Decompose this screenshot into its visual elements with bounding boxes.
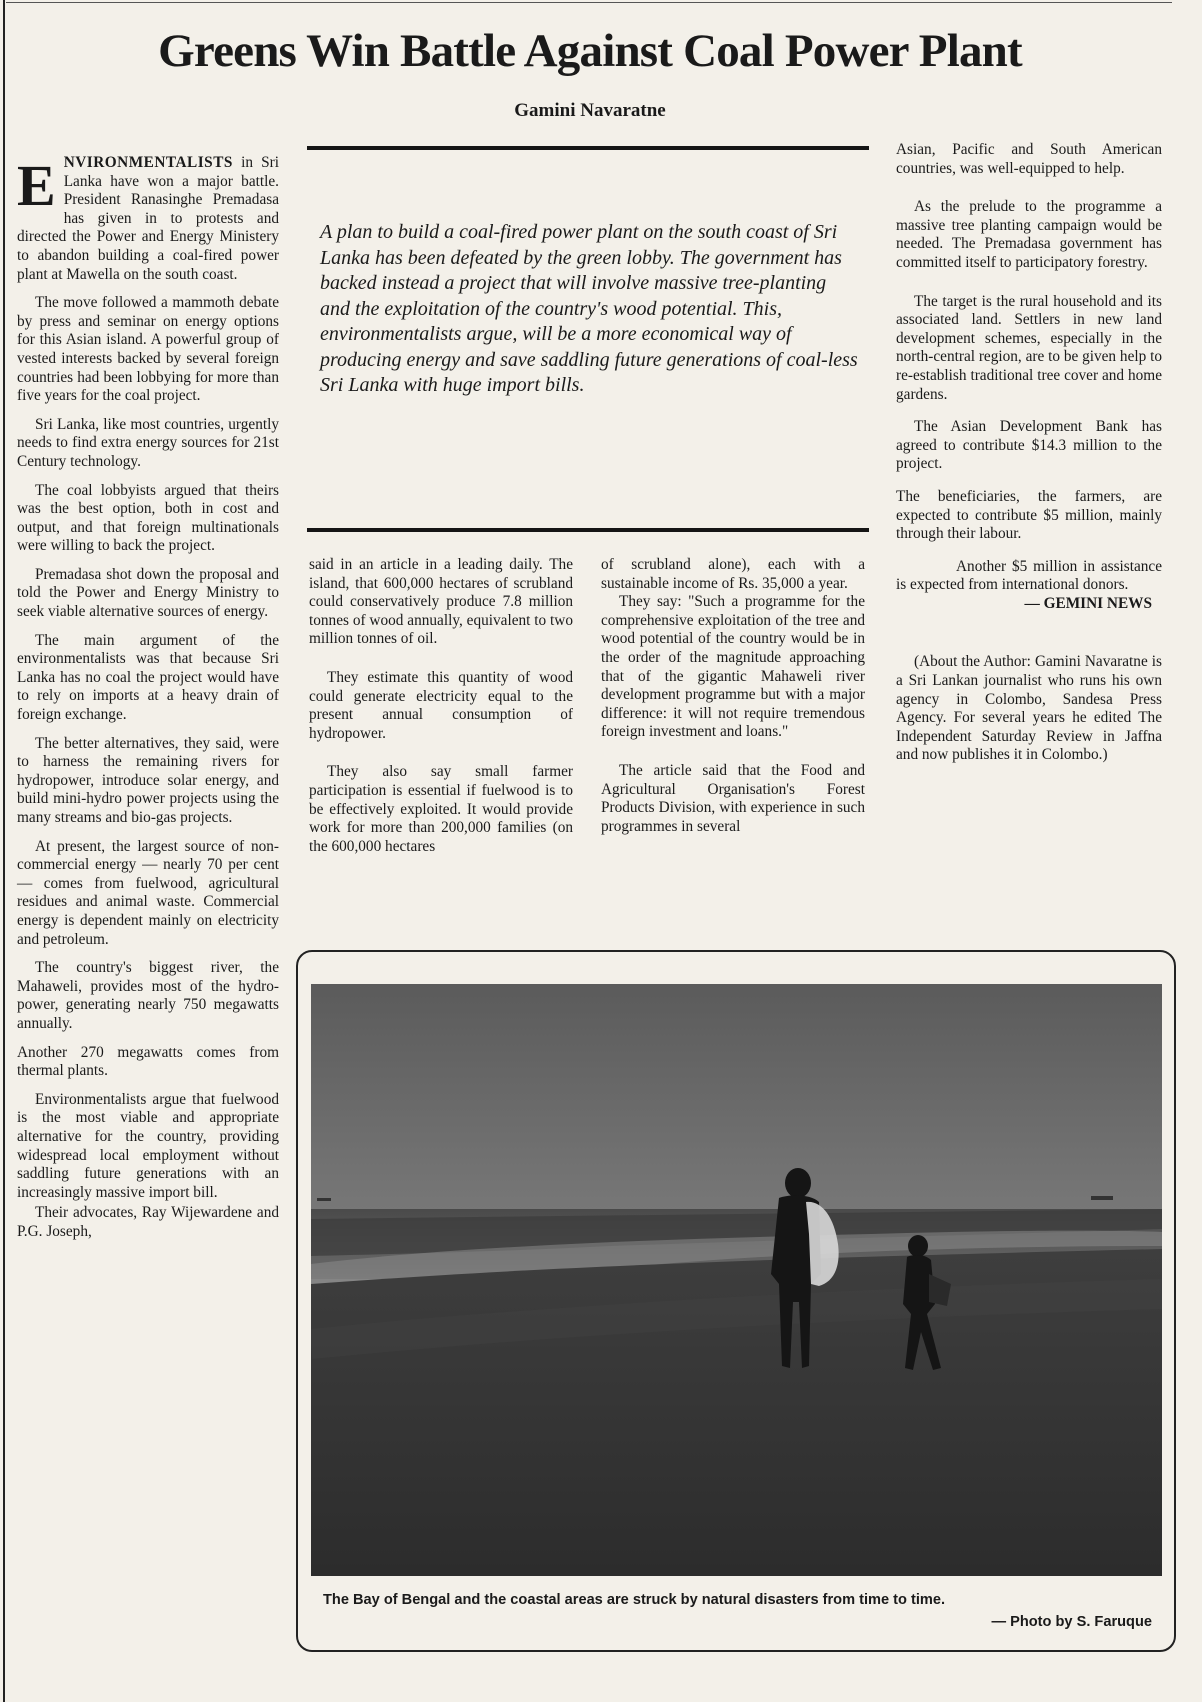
drop-cap: E — [17, 153, 56, 218]
paragraph: Their advocates, Ray Wijewardene and P.G. Joseph, — [17, 1204, 279, 1240]
paragraph: As the prelude to the programme a massive tree planting campaign would be needed. The Premadasa government has committed itself to participatory forestry. — [896, 198, 1162, 271]
column-3 — [601, 556, 865, 846]
paragraph: The better alternatives, they said, were to harness the remaining rivers for hydropower, introduce solar energy, and build mini-hydro power projects using the many streams and bio-gas projects. — [17, 734, 279, 826]
photo-credit: — Photo by S. Faruque — [991, 1614, 1152, 1630]
paragraph: of scrubland alone), each with a sustainable income of Rs. 35,000 a year. — [601, 556, 865, 592]
column-4 — [896, 141, 1162, 775]
deck-summary: A plan to build a coal-fired power plant on the south coast of Sri Lanka has been defeated by the green lobby. The government has backed instead a project that will involve massive tree-planting and the exploitation of the country's wood potential. This, environmentalists argue, will be a more economical way of producing energy and save saddling future generations of coal-less Sri Lanka with huge import bills. — [320, 221, 858, 396]
beach-photo — [311, 984, 1162, 1576]
lead-text: in Sri Lanka have won a major battle. President Ranasinghe Premadasa has given in to protests and directed the Power and Energy Ministery to abandon building a coal-fired power plant at Mawella on the south coast. — [17, 154, 279, 283]
paragraph: Another $5 million in assistance is expected from international donors. — [896, 557, 1162, 594]
paragraph: The Asian Development Bank has agreed to contribute $14.3 million to the project. — [896, 418, 1162, 473]
paragraph: The target is the rural household and its associated land. Settlers in new land development schemes, especially in the north-central region, are to be given help to re-establish traditional tree cover and home gardens. — [896, 292, 1162, 403]
paragraph: said in an article in a leading daily. The island, that 600,000 hectares of scrubland could conservatively produce 7.8 million tonnes of wood annually, equivalent to two million tonnes of oil. — [309, 556, 573, 648]
deck-bottom-rule — [307, 528, 869, 532]
paragraph: They say: "Such a programme for the comprehensive exploitation of the tree and wood potential of the country would be in the order of the magnitude approaching that of the gigantic Mahaweli river development programme but with a major difference: it will not require tremendous foreign investment and loans." — [601, 593, 865, 741]
paragraph: At present, the largest source of non-commercial energy — nearly 70 per cent — comes from fuelwood, agricultural residues and animal waste. Commercial energy is dependent mainly on electricity and petroleum. — [17, 837, 279, 948]
paragraph: The country's biggest river, the Mahaweli, provides most of the hydro-power, generating nearly 750 megawatts annually. — [17, 959, 279, 1032]
paragraph: Sri Lanka, like most countries, urgently needs to find extra energy sources for 21st Century technology. — [17, 415, 279, 470]
paragraph: They estimate this quantity of wood could generate electricity equal to the present annual consumption of hydropower. — [309, 668, 573, 742]
deck-top-rule — [307, 146, 869, 150]
column-1 — [17, 154, 279, 1251]
author-note: (About the Author: Gamini Navaratne is a Sri Lankan journalist who runs his own agency in Colombo, Sandesa Press Agency. For several years he edited The Independent Saturday Review in Jaffna and now publishes it in Colombo.) — [896, 653, 1162, 764]
column-2 — [309, 556, 573, 866]
paragraph: The beneficiaries, the farmers, are expected to contribute $5 million, mainly through their labour. — [896, 487, 1162, 543]
paragraph: The move followed a mammoth debate by press and seminar on energy options for this Asian island. A powerful group of vested interests backed by several foreign countries had been lobbying for more than five years for the coal project. — [17, 294, 279, 405]
paragraph: The coal lobbyists argued that theirs was the best option, both in cost and output, and that foreign multinationals were willing to back the project. — [17, 481, 279, 555]
paragraph: The main argument of the environmentalists was that because Sri Lanka has no coal the project would have to rely on imports at a heavy drain of foreign exchange. — [17, 631, 279, 724]
lead-paragraph — [17, 154, 279, 284]
byline: Gamini Navaratne — [514, 100, 666, 121]
paragraph: Premadasa shot down the proposal and told the Power and Energy Ministry to seek viable alternative sources of energy. — [17, 565, 279, 621]
beach-photo-graphic — [311, 984, 1162, 1576]
lead-caps: NVIRONMENTALISTS — [63, 154, 233, 171]
headline: Greens Win Battle Against Coal Power Plant — [158, 25, 1022, 77]
top-border-rule — [6, 2, 1172, 3]
photo-box — [296, 950, 1176, 1652]
paragraph: Another 270 megawatts comes from thermal plants. — [17, 1043, 279, 1080]
paragraph: Asian, Pacific and South American countries, was well-equipped to help. — [896, 141, 1162, 177]
paragraph: The article said that the Food and Agricultural Organisation's Forest Products Division, with experience in such programmes in several — [601, 761, 865, 835]
left-border-rule — [3, 0, 5, 1702]
paragraph: Environmentalists argue that fuelwood is the most viable and appropriate alternative for the country, providing widespread local employment without saddling future generations with an increasingly massive import bill. — [17, 1090, 279, 1201]
paragraph: They also say small farmer participation is essential if fuelwood is to be effectively exploited. It would provide work for more than 200,000 families (on the 600,000 hectares — [309, 763, 573, 855]
news-signoff: — GEMINI NEWS — [1024, 594, 1152, 612]
photo-caption: The Bay of Bengal and the coastal areas are struck by natural disasters from time to time. — [323, 1592, 946, 1608]
